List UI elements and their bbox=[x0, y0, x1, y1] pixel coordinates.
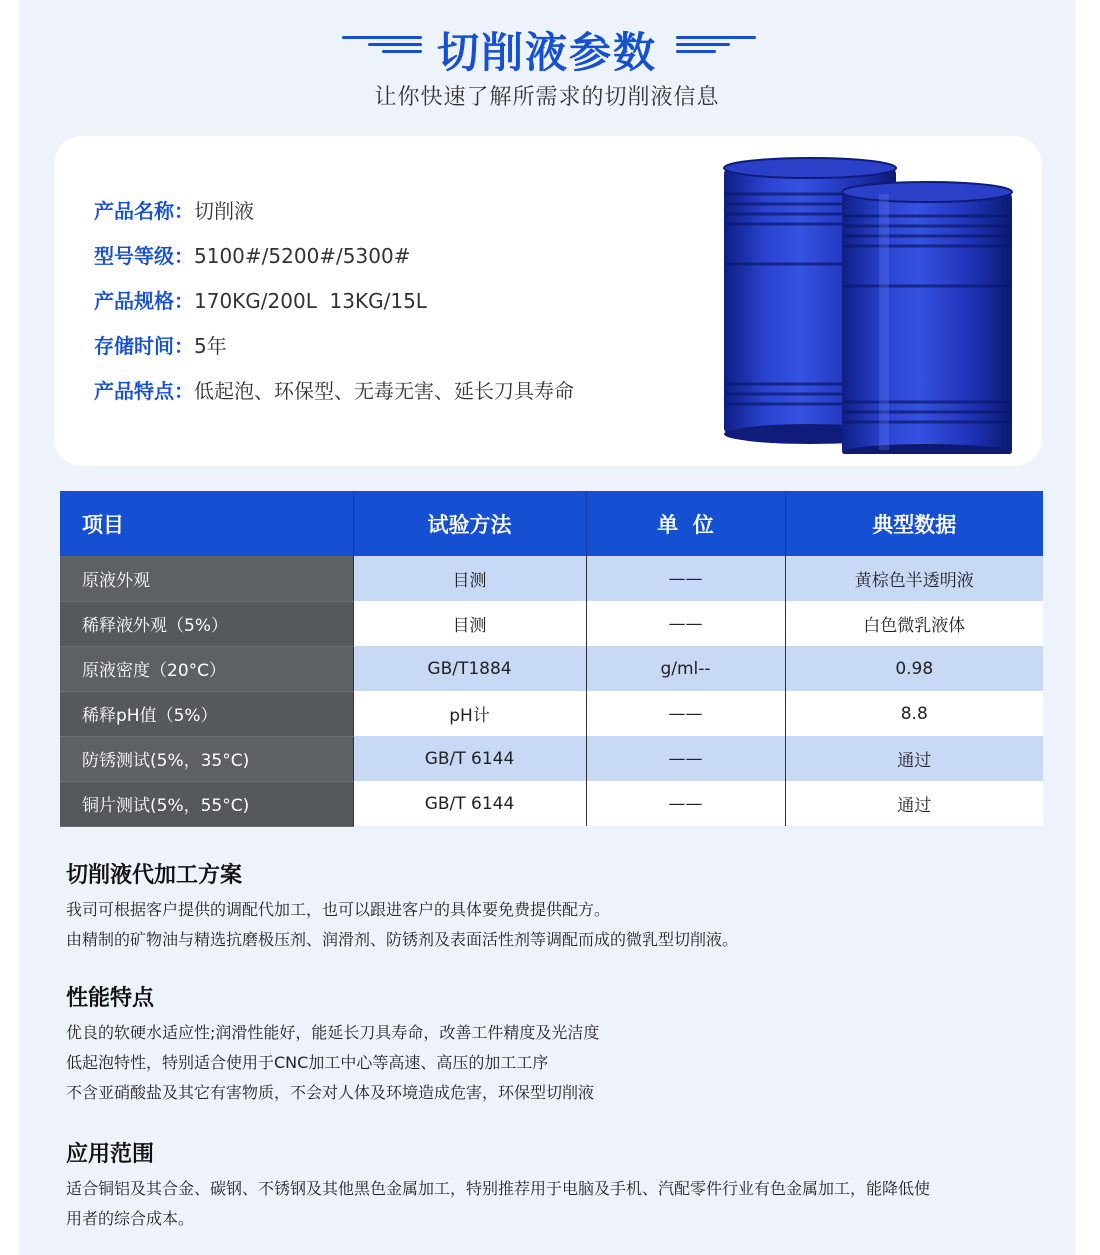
spec-value: 5年 bbox=[194, 334, 227, 358]
product-spec-list bbox=[94, 196, 574, 421]
table-cell-value: 黄棕色半透明液 bbox=[785, 556, 1043, 601]
table-cell-value: 0.98 bbox=[785, 646, 1043, 691]
spec-row-name bbox=[94, 196, 574, 241]
spec-value: 170KG/200L 13KG/15L bbox=[194, 289, 427, 313]
section-application bbox=[66, 1137, 1051, 1234]
table-row bbox=[60, 781, 1043, 826]
spec-label: 存储时间： bbox=[94, 334, 194, 358]
table-header-row bbox=[60, 491, 1043, 556]
table-cell-item: 稀释pH值（5%） bbox=[60, 691, 353, 736]
table-cell-unit: —— bbox=[586, 691, 785, 736]
spec-label: 型号等级： bbox=[94, 244, 194, 268]
table-row bbox=[60, 691, 1043, 736]
spec-value: 低起泡、环保型、无毒无害、延长刀具寿命 bbox=[194, 379, 574, 403]
table-cell-method: GB/T 6144 bbox=[353, 781, 586, 826]
table-cell-value: 白色微乳液体 bbox=[785, 601, 1043, 646]
table-cell-item: 稀释液外观（5%） bbox=[60, 601, 353, 646]
table-cell-unit: —— bbox=[586, 601, 785, 646]
table-row bbox=[60, 646, 1043, 691]
section-title: 应用范围 bbox=[66, 1142, 155, 1167]
section-oem bbox=[66, 858, 1051, 955]
section-line: 优良的软硬水适应性;润滑性能好，能延长刀具寿命，改善工件精度及光洁度 bbox=[66, 1023, 600, 1042]
table-cell-item: 原液密度（20°C） bbox=[60, 646, 353, 691]
column-header-method: 试验方法 bbox=[353, 491, 586, 556]
table-row bbox=[60, 736, 1043, 781]
spec-label: 产品特点： bbox=[94, 379, 194, 403]
product-card bbox=[54, 136, 1042, 466]
table-cell-item: 铜片测试(5%，55°C) bbox=[60, 781, 353, 826]
table-cell-value: 通过 bbox=[785, 781, 1043, 826]
page-subtitle: 让你快速了解所需求的切削液信息 bbox=[374, 85, 720, 110]
spec-label: 产品规格： bbox=[94, 289, 194, 313]
table-row bbox=[60, 601, 1043, 646]
table-cell-unit: —— bbox=[586, 781, 785, 826]
section-line: 适合铜铝及其合金、碳钢、不锈钢及其他黑色金属加工，特别推荐用于电脑及手机、汽配零件行业有色金属加工，能降低使 bbox=[66, 1179, 931, 1198]
table-cell-unit: g/ml-- bbox=[586, 646, 785, 691]
header bbox=[19, 14, 1075, 80]
table-cell-unit: —— bbox=[586, 556, 785, 601]
section-title: 切削液代加工方案 bbox=[66, 863, 243, 888]
table-cell-method: GB/T1884 bbox=[353, 646, 586, 691]
section-line: 由精制的矿物油与精选抗磨极压剂、润滑剂、防锈剂及表面活性剂等调配而成的微乳型切削液。 bbox=[66, 930, 739, 949]
page-title: 切削液参数 bbox=[436, 28, 657, 77]
section-line: 我司可根据客户提供的调配代加工，也可以跟进客户的具体要免费提供配方。 bbox=[66, 900, 611, 919]
table-cell-method: GB/T 6144 bbox=[353, 736, 586, 781]
spec-row-features bbox=[94, 376, 574, 421]
spec-label: 产品名称： bbox=[94, 199, 194, 223]
drum-front bbox=[842, 182, 1012, 454]
spec-value: 切削液 bbox=[194, 199, 254, 223]
table-cell-value: 8.8 bbox=[785, 691, 1043, 736]
spec-value: 5100#/5200#/5300# bbox=[194, 244, 411, 268]
table-cell-item: 防锈测试(5%，35°C) bbox=[60, 736, 353, 781]
spec-row-model bbox=[94, 241, 574, 286]
column-header-item: 项目 bbox=[60, 491, 353, 556]
section-features bbox=[66, 981, 1051, 1108]
oil-drums-image bbox=[714, 154, 1044, 454]
section-line: 用者的综合成本。 bbox=[66, 1209, 195, 1228]
table-cell-value: 通过 bbox=[785, 736, 1043, 781]
table-cell-method: 目测 bbox=[353, 601, 586, 646]
table-cell-method: 目测 bbox=[353, 556, 586, 601]
title-decoration-right bbox=[676, 34, 756, 56]
section-line: 低起泡特性，特别适合使用于CNC加工中心等高速、高压的加工工序 bbox=[66, 1053, 549, 1072]
column-header-unit: 单 位 bbox=[586, 491, 785, 556]
table-row bbox=[60, 556, 1043, 601]
spec-row-storage bbox=[94, 331, 574, 376]
parameter-table bbox=[60, 491, 1043, 827]
spec-row-package bbox=[94, 286, 574, 331]
section-title: 性能特点 bbox=[66, 986, 155, 1011]
column-header-value: 典型数据 bbox=[785, 491, 1043, 556]
page bbox=[19, 0, 1075, 1255]
section-line: 不含亚硝酸盐及其它有害物质，不会对人体及环境造成危害，环保型切削液 bbox=[66, 1083, 595, 1102]
table-cell-method: pH计 bbox=[353, 691, 586, 736]
table-cell-unit: —— bbox=[586, 736, 785, 781]
table-cell-item: 原液外观 bbox=[60, 556, 353, 601]
